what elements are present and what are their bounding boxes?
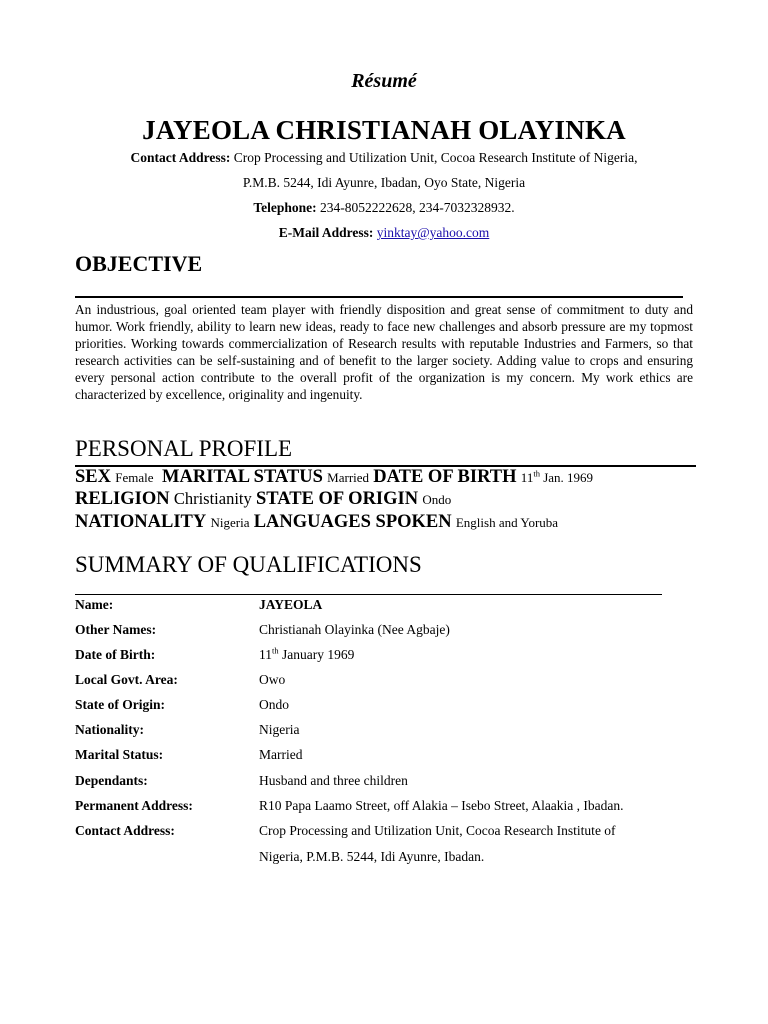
profile-line-1 (75, 467, 593, 488)
qualifications-heading: SUMMARY OF QUALIFICATIONS (75, 552, 422, 577)
sex-label: SEX (75, 467, 111, 487)
qual-label-permanent-address: Permanent Address: (75, 798, 193, 813)
qual-value-other-names: Christianah Olayinka (Nee Agbaje) (259, 622, 450, 637)
religion-label: RELIGION (75, 489, 170, 509)
sex-value: Female (115, 470, 154, 485)
email-line (0, 225, 768, 241)
objective-divider (75, 296, 683, 298)
qual-label-state-of-origin: State of Origin: (75, 697, 165, 712)
profile-line-2 (75, 489, 451, 510)
qual-label-date-of-birth: Date of Birth: (75, 647, 156, 662)
languages-spoken-value: English and Yoruba (455, 515, 559, 530)
dob-rest: Jan. 1969 (543, 470, 594, 485)
qual-label-other-names: Other Names: (75, 622, 157, 637)
contact-address-line1 (0, 150, 768, 166)
contact-address-value: Crop Processing and Utilization Unit, Cocoa Research Institute of Nigeria, (233, 150, 638, 165)
qualifications-divider (75, 594, 662, 595)
qual-label-nationality: Nationality: (75, 722, 144, 737)
qual-dob-suffix: th (272, 645, 279, 656)
profile-line-3 (75, 512, 558, 533)
objective-text: An industrious, goal oriented team player with friendly disposition and great sense of commitment to duty and humor. Work friendly, ability to learn new ideas, ready to face new challenges and absorb pressure are my topmost priorities. Working towards commercialization of Research results with reputable Industries and Farmers, so that research activities can be self-sustaining and of benefit to the larger society. Adding value to crops and ensuring every personal action contribute to the overall profit of the organization is my concern. My work ethics are characterized by excellence, originality and ingenuity. (75, 302, 693, 402)
qual-label-lga: Local Govt. Area: (75, 672, 178, 687)
qual-value-contact-address: Crop Processing and Utilization Unit, Cocoa Research Institute of (259, 823, 616, 838)
qual-dob-day: 11 (259, 647, 272, 662)
dob-suffix: th (533, 468, 540, 479)
nationality-value: Nigeria (210, 515, 250, 530)
state-of-origin-label: STATE OF ORIGIN (256, 489, 419, 509)
date-of-birth-value (521, 470, 593, 485)
state-of-origin-value: Ondo (422, 492, 452, 507)
marital-status-label: MARITAL STATUS (162, 467, 323, 487)
qual-value-lga: Owo (259, 672, 286, 687)
qual-label-contact-address: Contact Address: (75, 823, 175, 838)
qual-value-state-of-origin: Ondo (259, 697, 289, 712)
email-link[interactable]: yinktay@yahoo.com (376, 225, 490, 240)
personal-profile-heading: PERSONAL PROFILE (75, 436, 293, 461)
nationality-label: NATIONALITY (75, 512, 207, 532)
objective-heading: OBJECTIVE (75, 251, 203, 276)
contact-address-label: Contact Address: (130, 150, 231, 165)
qual-label-name: Name: (75, 597, 114, 612)
qual-value-marital-status: Married (259, 747, 303, 762)
qual-label-marital-status: Marital Status: (75, 747, 164, 762)
contact-address-line2: P.M.B. 5244, Idi Ayunre, Ibadan, Oyo State, Nigeria (242, 175, 526, 190)
document-title: Résumé (351, 70, 417, 92)
qual-dob-rest: January 1969 (282, 647, 355, 662)
email-label: E-Mail Address: (278, 225, 374, 240)
qual-value-nationality: Nigeria (259, 722, 300, 737)
religion-value: Christianity (173, 489, 252, 508)
candidate-name: JAYEOLA CHRISTIANAH OLAYINKA (142, 115, 626, 145)
qual-value-contact-address-line2: Nigeria, P.M.B. 5244, Idi Ayunre, Ibadan. (259, 849, 485, 864)
languages-spoken-label: LANGUAGES SPOKEN (253, 512, 452, 532)
telephone-label: Telephone: (253, 200, 317, 215)
telephone-line (0, 200, 768, 216)
date-of-birth-label: DATE OF BIRTH (373, 467, 517, 487)
marital-status-value: Married (327, 470, 370, 485)
qual-value-dependants: Husband and three children (259, 773, 408, 788)
qual-value-permanent-address: R10 Papa Laamo Street, off Alakia – Isebo Street, Alaakia , Ibadan. (259, 798, 624, 813)
dob-day: 11 (520, 470, 534, 485)
qual-value-name: JAYEOLA (259, 597, 323, 612)
telephone-value: 234-8052222628, 234-7032328932. (320, 200, 515, 215)
qual-label-dependants: Dependants: (75, 773, 148, 788)
qual-value-date-of-birth (259, 647, 354, 663)
